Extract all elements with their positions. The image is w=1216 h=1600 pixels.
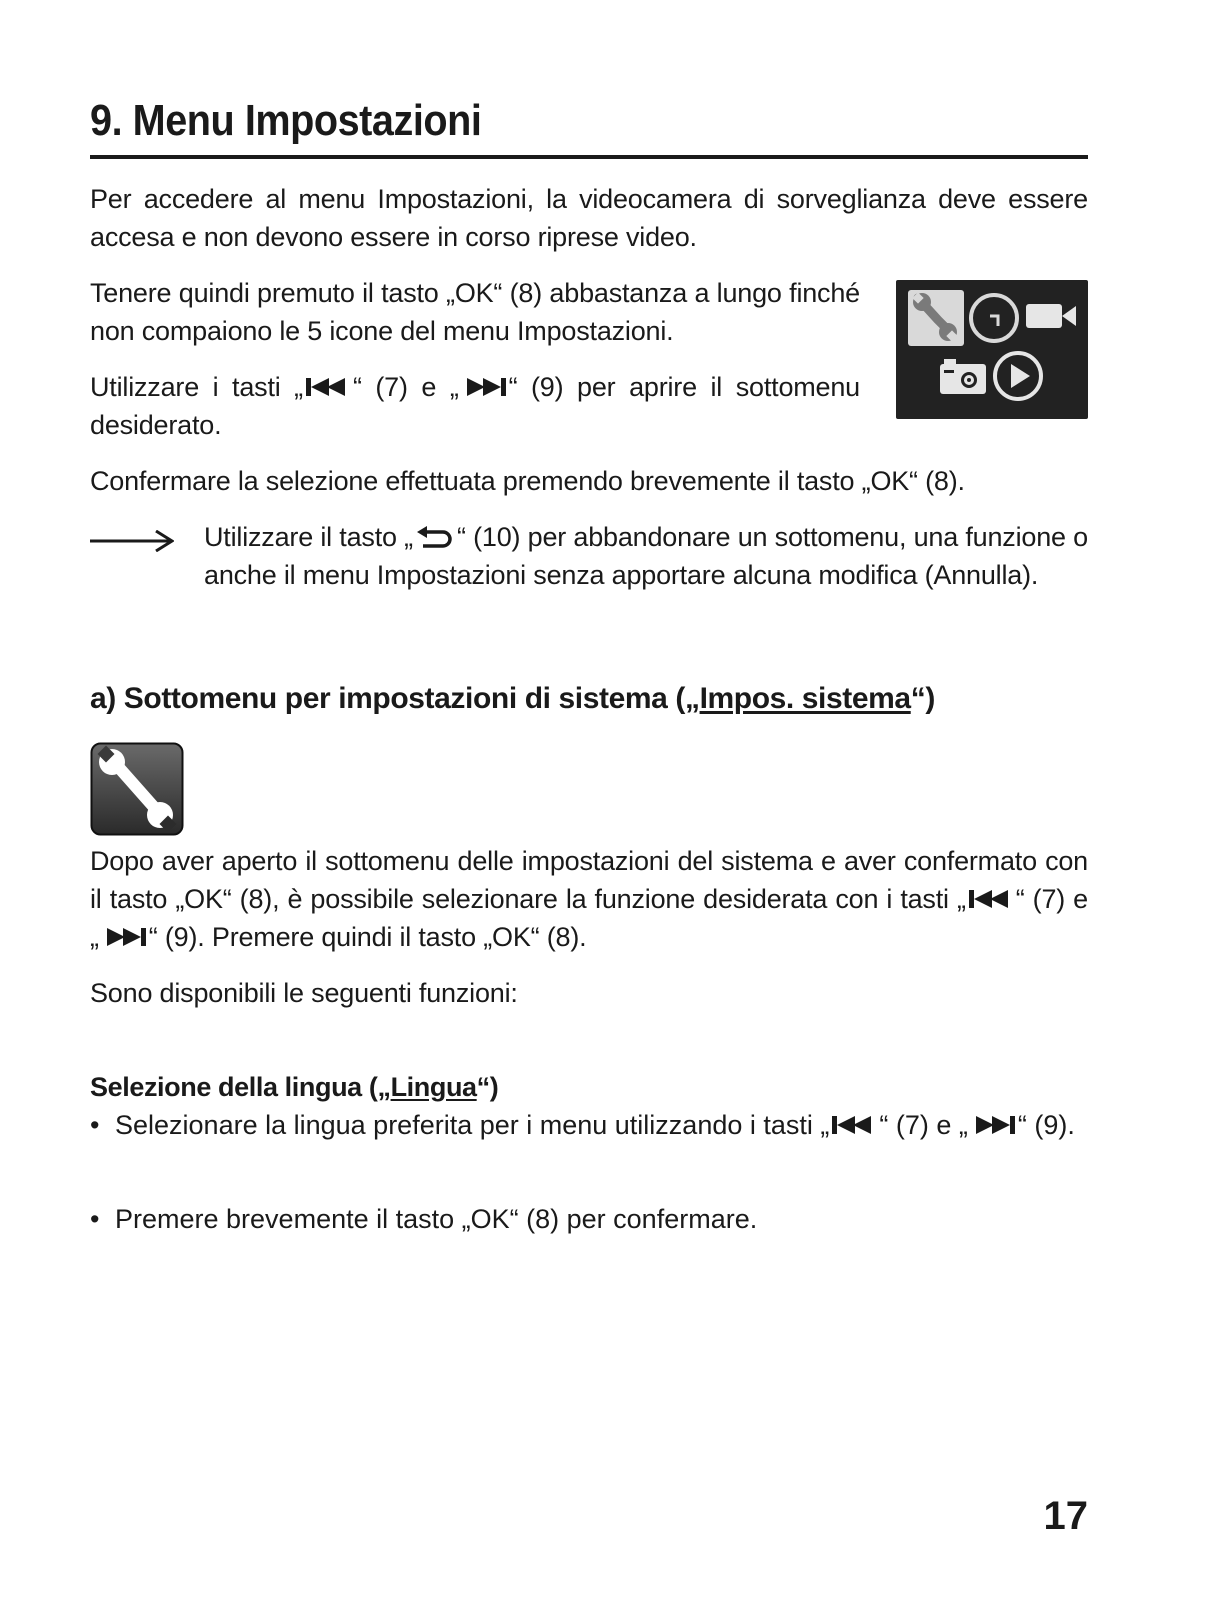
section-a-paragraph-1: Dopo aver aperto il sottomenu delle impostazioni del sistema e aver confermato con il tasto „OK“ (8), è possibile selezionare la funzione desiderata con i tasti „ “ (7) e „ “ (9). Premere quindi il tasto „OK“ (8). xyxy=(90,846,1088,952)
section-a-heading: a) Sottomenu per impostazioni di sistema („Impos. sistema“) xyxy=(90,682,935,715)
language-heading: Selezione della lingua („Lingua“) xyxy=(90,1072,499,1102)
intro-paragraph-2: Tenere quindi premuto il tasto „OK“ (8) abbastanza a lungo finché non compaiono le 5 icone del menu Impostazioni. xyxy=(90,278,860,346)
intro-paragraph-4: Confermare la selezione effettuata premendo brevemente il tasto „OK“ (8). xyxy=(90,466,965,496)
bullet-text: Premere brevemente il tasto „OK“ (8) per confermare. xyxy=(115,1204,758,1234)
section-a-paragraph-2: Sono disponibili le seguenti funzioni: xyxy=(90,978,518,1008)
wrench-icon xyxy=(90,742,184,841)
intro-paragraph-1: Per accedere al menu Impostazioni, la videocamera di sorveglianza deve essere accesa e non devono essere in corso riprese video. xyxy=(90,184,1088,252)
previous-button-icon xyxy=(831,1114,877,1136)
wrench-icon xyxy=(908,290,964,351)
next-button-icon xyxy=(101,926,147,948)
settings-menu-screen xyxy=(896,280,1088,419)
bullet-text: Selezionare la lingua preferita per i menu utilizzando i tasti „ “ (7) e „ “ (9). xyxy=(115,1110,1075,1140)
system-settings-label: Impos. sistema xyxy=(699,682,911,715)
video-camera-icon xyxy=(1024,298,1078,339)
next-button-icon xyxy=(970,1114,1016,1136)
back-button-icon xyxy=(415,526,455,548)
note-arrow-icon xyxy=(90,530,174,557)
clock-icon xyxy=(968,292,1020,349)
previous-button-icon xyxy=(968,888,1014,910)
title-divider xyxy=(90,155,1088,159)
intro-paragraph-3: Utilizzare i tasti „ “ (7) e „ “ (9) per aprire il sottomenu desiderato. xyxy=(90,372,860,440)
page-number: 17 xyxy=(1043,1494,1088,1538)
language-label: Lingua xyxy=(390,1072,477,1102)
next-button-icon xyxy=(461,376,507,398)
cancel-note: Utilizzare il tasto „ “ (10) per abbandonare un sottomenu, una funzione o anche il menu Impostazioni senza apportare alcuna modifica (Annulla). xyxy=(204,522,1088,590)
play-icon xyxy=(992,350,1044,407)
photo-camera-icon xyxy=(938,354,988,403)
previous-button-icon xyxy=(305,376,351,398)
page-title: 9. Menu Impostazioni xyxy=(90,96,482,145)
